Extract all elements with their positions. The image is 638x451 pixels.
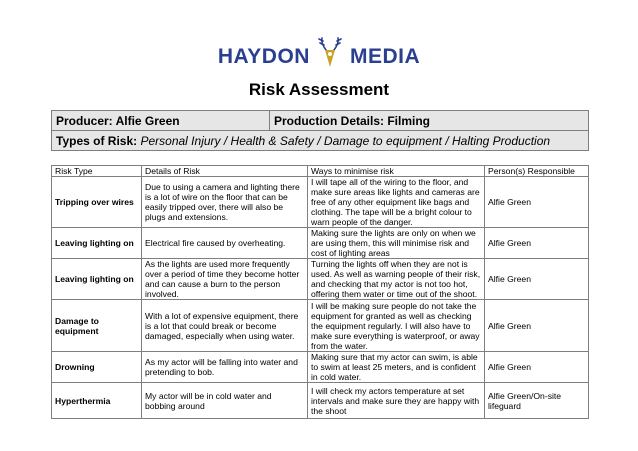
types-of-risk-value: Personal Injury / Health & Safety / Damage to equipment / Halting Production (140, 133, 551, 148)
risk-table (51, 165, 589, 419)
details-cell: Due to using a camera and lighting there is a lot of wire on the floor that can be easily tripped over, there will also be plugs and extensions. (142, 177, 308, 228)
production-info-table (51, 110, 589, 151)
table-header-row (52, 166, 589, 177)
page-title: Risk Assessment (248, 80, 390, 99)
table-row (52, 352, 589, 383)
person-cell: Alfie Green (485, 259, 589, 300)
column-header-details: Details of Risk (142, 166, 308, 177)
risk-type-cell: Leaving lighting on (52, 228, 142, 259)
table-row (52, 228, 589, 259)
logo-left-word: HAYDON (217, 45, 310, 68)
person-cell: Alfie Green/On-site lifeguard (485, 383, 589, 419)
person-cell: Alfie Green (485, 228, 589, 259)
logo (0, 40, 638, 74)
logo-right-word: MEDIA (349, 45, 421, 68)
risk-type-cell: Damage to equipment (52, 300, 142, 352)
types-of-risk-row (52, 131, 589, 151)
ways-cell: Turning the lights off when they are not is used. As well as warning people of their risk, and checking that my actor is not too hot, offering them water or time out of the shoot. (308, 259, 485, 300)
risk-type-cell: Tripping over wires (52, 177, 142, 228)
producer-row (52, 111, 589, 131)
details-cell: My actor will be in cold water and bobbing around (142, 383, 308, 419)
details-cell: As my actor will be falling into water and pretending to bob. (142, 352, 308, 383)
person-cell: Alfie Green (485, 177, 589, 228)
ways-cell: Making sure the lights are only on when we are using them, this will minimise risk and cost of lighting areas (308, 228, 485, 259)
ways-cell: I will check my actors temperature at set intervals and make sure they are happy with the shoot (308, 383, 485, 419)
types-of-risk-cell (52, 131, 589, 151)
risk-type-cell: Leaving lighting on (52, 259, 142, 300)
production-details-cell (270, 111, 589, 131)
producer-cell (52, 111, 270, 131)
risk-type-cell: Drowning (52, 352, 142, 383)
table-row (52, 300, 589, 352)
risk-type-cell: Hyperthermia (52, 383, 142, 419)
stag-emblem-icon (313, 36, 347, 70)
production-details-label: Production Details: Filming (274, 113, 431, 128)
table-row (52, 259, 589, 300)
person-cell: Alfie Green (485, 300, 589, 352)
details-cell: With a lot of expensive equipment, there is a lot that could break or become damaged, especially when using water. (142, 300, 308, 352)
column-header-ways: Ways to minimise risk (308, 166, 485, 177)
person-cell: Alfie Green (485, 352, 589, 383)
types-of-risk-label: Types of Risk: (56, 133, 138, 148)
producer-label: Producer: Alfie Green (56, 113, 180, 128)
ways-cell: I will tape all of the wiring to the floor, and make sure areas like lights and cameras are free of any other equipment like bags and clothing. The tape will be a bright colour to warn people of the danger. (308, 177, 485, 228)
ways-cell: I will be making sure people do not take the equipment for granted as well as checking the equipment regularly. I will also have to make sure everything is waterproof, or away from the water. (308, 300, 485, 352)
column-header-person: Person(s) Responsible (485, 166, 589, 177)
column-header-risk-type: Risk Type (52, 166, 142, 177)
table-row (52, 177, 589, 228)
details-cell: Electrical fire caused by overheating. (142, 228, 308, 259)
ways-cell: Making sure that my actor can swim, is able to swim at least 25 meters, and is confident in cold water. (308, 352, 485, 383)
table-row (52, 383, 589, 419)
details-cell: As the lights are used more frequently over a period of time they become hotter and can cause a burn to the person involved. (142, 259, 308, 300)
